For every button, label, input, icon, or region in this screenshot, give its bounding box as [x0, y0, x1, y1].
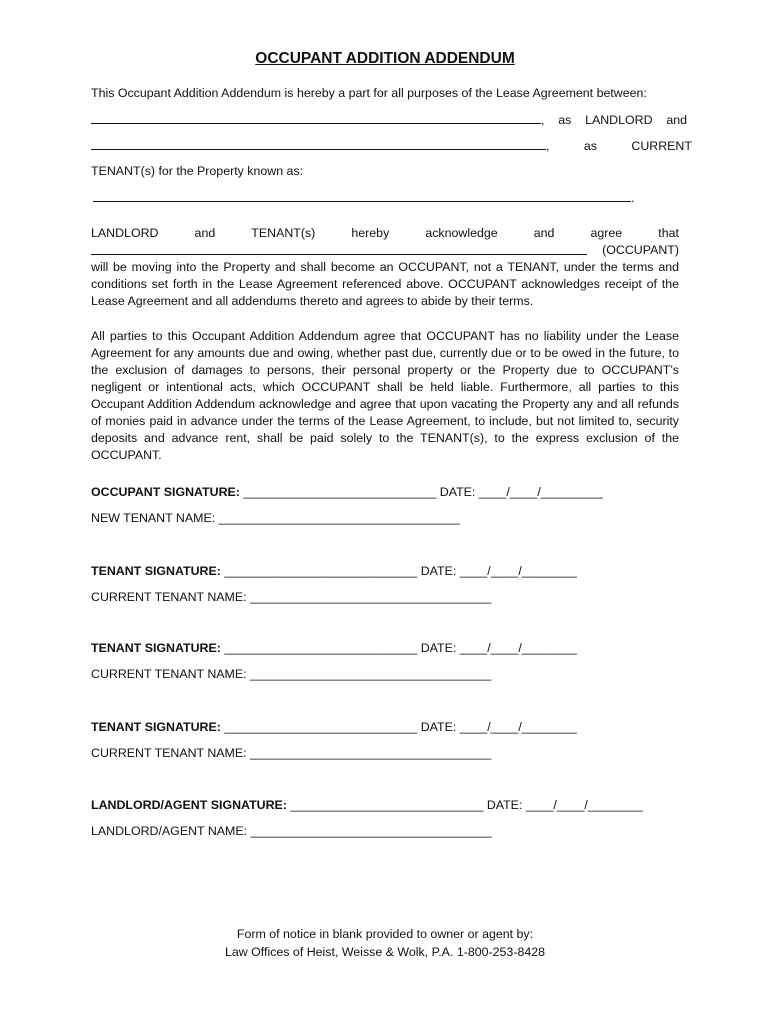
occupant-signature-row	[91, 484, 603, 501]
ack-paragraph: will be moving into the Property and shall become an OCCUPANT, not a TENANT, under the terms and conditions set forth in the Lease Agreement referenced above. OCCUPANT acknowledges receipt of the Lease Agreement and all addendums thereto and agrees to abide by their terms.	[91, 260, 679, 308]
tenant-signature-label: TENANT SIGNATURE:	[91, 641, 221, 655]
property-line-period: .	[631, 191, 635, 205]
document-title: OCCUPANT ADDITION ADDENDUM	[255, 50, 515, 67]
occupant-line	[91, 242, 679, 260]
new-tenant-name-blank[interactable]: ___________________________________	[218, 511, 460, 525]
current-tenant-name-label: CURRENT TENANT NAME:	[91, 746, 247, 760]
tenant-date-field[interactable]: DATE: ____/____/________	[420, 720, 577, 734]
landlord-role-text: , as LANDLORD and	[541, 113, 687, 127]
landlord-signature-blank[interactable]: ____________________________	[290, 798, 484, 812]
occupant-signature-blank[interactable]: ____________________________	[243, 485, 437, 499]
current-tenant-name-label: CURRENT TENANT NAME:	[91, 590, 247, 604]
liability-paragraph: All parties to this Occupant Addition Addendum agree that OCCUPANT has no liability under the Lease Agreement for any amounts due and owing, whether past due, currently due or to be owed in the future, to the exclusion of damages to persons, their personal property or the Property due to OCCUPANT’s negligent or intentional acts, which OCCUPANT shall be held liable. Furthermore, all parties to this Occupant Addition Addendum acknowledge and agree that upon vacating the Property any and all refunds of monies paid in advance under the terms of the Lease Agreement, to include, but not limited to, security deposits and advance rent, shall be paid solely to the TENANT(s), to the express exclusion of the OCCUPANT.	[91, 329, 679, 462]
landlord-agent-name-label: LANDLORD/AGENT NAME:	[91, 824, 248, 838]
tenant-party-line	[91, 137, 692, 155]
property-address-blank[interactable]	[93, 189, 631, 202]
occupant-tag: (OCCUPANT)	[602, 243, 679, 257]
footer	[0, 926, 770, 961]
tenant-signature-row	[91, 719, 577, 736]
current-tenant-name-row	[91, 745, 491, 762]
ack-word: LANDLORD	[91, 226, 159, 240]
landlord-agent-name-blank[interactable]: ___________________________________	[250, 824, 492, 838]
landlord-name-blank[interactable]	[91, 111, 541, 124]
intro-text: This Occupant Addition Addendum is hereby a part for all purposes of the Lease Agreement between:	[91, 86, 647, 100]
tenant-name-blank[interactable]	[91, 137, 546, 150]
current-tenant-name-row	[91, 589, 491, 606]
tenant-signature-blank[interactable]: ____________________________	[224, 641, 418, 655]
tenants-property-label: TENANT(s) for the Property known as:	[91, 164, 304, 178]
landlord-name-row	[91, 823, 492, 840]
current-tenant-name-label: CURRENT TENANT NAME:	[91, 667, 247, 681]
landlord-signature-label: LANDLORD/AGENT SIGNATURE:	[91, 798, 287, 812]
tenant-signature-row	[91, 640, 577, 657]
footer-notice: Form of notice in blank provided to owner or agent by:	[236, 927, 534, 941]
current-tenant-name-blank[interactable]: ___________________________________	[250, 590, 492, 604]
landlord-signature-row	[91, 797, 643, 814]
ack-word: agree	[590, 226, 623, 240]
current-tenant-name-row	[91, 666, 491, 683]
tenant-signature-row	[91, 563, 577, 580]
tenant-role-text: , as CURRENT	[546, 139, 692, 153]
tenant-signature-label: TENANT SIGNATURE:	[91, 564, 221, 578]
ack-word: and	[194, 226, 216, 240]
tenant-signature-blank[interactable]: ____________________________	[224, 564, 418, 578]
new-tenant-name-label: NEW TENANT NAME:	[91, 511, 216, 525]
new-tenant-name-row	[91, 510, 460, 527]
ack-word: and	[533, 226, 555, 240]
ack-word: that	[658, 226, 679, 240]
tenant-signature-blank[interactable]: ____________________________	[224, 720, 418, 734]
occupant-date-field[interactable]: DATE: ____/____/_________	[439, 485, 603, 499]
tenant-date-field[interactable]: DATE: ____/____/________	[420, 564, 577, 578]
occupant-signature-label: OCCUPANT SIGNATURE:	[91, 485, 240, 499]
footer-law-office: Law Offices of Heist, Weisse & Wolk, P.A. 1-800-253-8428	[224, 944, 546, 959]
property-line	[93, 189, 634, 207]
landlord-party-line	[91, 111, 687, 129]
current-tenant-name-blank[interactable]: ___________________________________	[250, 746, 492, 760]
ack-word: TENANT(s)	[251, 226, 316, 240]
tenant-date-field[interactable]: DATE: ____/____/________	[420, 641, 577, 655]
ack-word: acknowledge	[425, 226, 498, 240]
occupant-name-blank[interactable]	[91, 242, 587, 255]
current-tenant-name-blank[interactable]: ___________________________________	[250, 667, 492, 681]
ack-word: hereby	[351, 226, 390, 240]
tenant-signature-label: TENANT SIGNATURE:	[91, 720, 221, 734]
landlord-date-field[interactable]: DATE: ____/____/________	[486, 798, 643, 812]
acknowledge-line	[91, 225, 679, 242]
